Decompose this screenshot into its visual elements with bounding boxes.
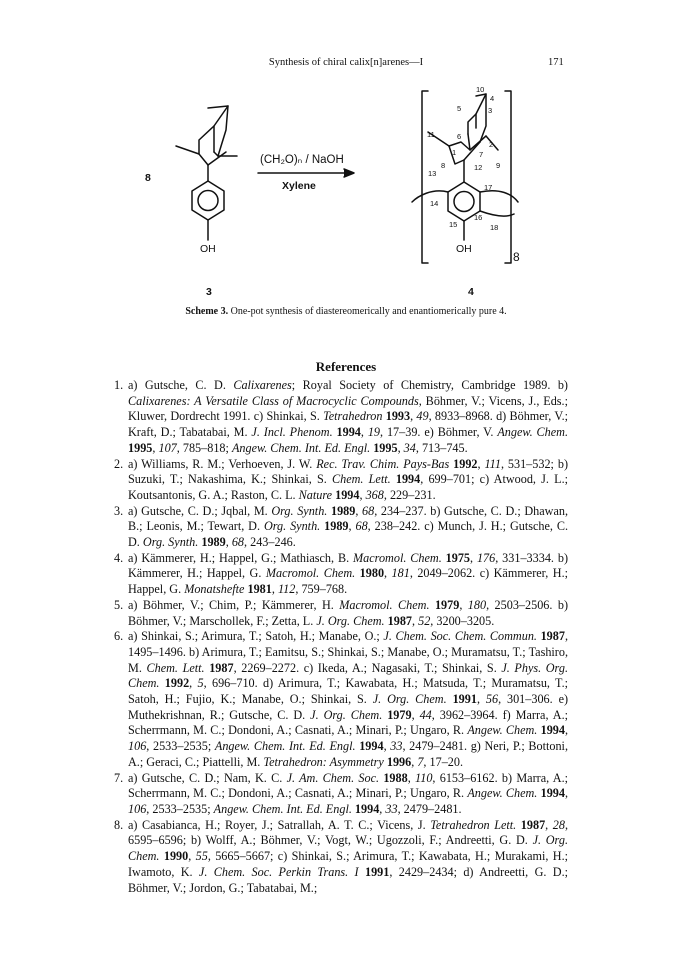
atom-label: 1	[452, 148, 457, 157]
reference-number: 4.	[114, 550, 124, 565]
atom-label: 5	[457, 104, 462, 113]
reference-number: 8.	[114, 817, 124, 832]
atom-label: 4	[490, 94, 495, 103]
reference-text: a) Casabianca, H.; Royer, J.; Satrallah, A. T. C.; Vicens, J. Tetrahedron Lett. 1987, 28, 6595–6596; b) Wolff, A.; Böhmer, V.; Vogt, W.; Ugozzoli, F.; Andreetti, G. D. J. Org. Chem. 1990, 55, 5665–5667; c) Shinkai, S.; Arimura, T.; Kawabata, H.; Murakami, H.; Iwamoto, K. J. Chem. Soc. Perkin Trans. I 1991, 2429–2434; d) Andreetti, G. D.; Böhmer, V.; Jordon, G.; Tabatabai, M.;	[128, 817, 569, 895]
atom-label: 6	[457, 132, 462, 141]
reaction-scheme	[0, 70, 692, 295]
reference-text: a) Shinkai, S.; Arimura, T.; Satoh, H.; Manabe, O.; J. Chem. Soc. Chem. Commun. 1987, 1495–1496. b) Arimura, T.; Eamitsu, S.; Shinkai, S.; Manabe, O.; Muramatsu, T.; Tashiro, M. Chem. Lett. 1987, 2269–2272. c) Ikeda, A.; Nagasaki, T.; Shinkai, S. J. Phys. Org. Chem. 1992, 5, 696–710. d) Arimura, T.; Kawabata, H.; Matsuda, T.; Muramatsu, T.; Satoh, H.; Fujio, K.; Manabe, O.; Shinkai, S. J. Org. Chem. 1991, 56, 301–306. e) Muthekrishnan, R.; Gutsche, C. D. J. Org. Chem. 1979, 44, 3962–3964. f) Marra, A.; Scherrmann, M. C.; Dondoni, A.; Casnati, A.; Minari, P.; Ungaro, R. Angew. Chem. 1994, 106, 2533–2535; Angew. Chem. Int. Ed. Engl. 1994, 33, 2479–2481. g) Neri, P.; Bottoni, A.; Geraci, C.; Piattelli, M. Tetrahedron: Asymmetry 1996, 7, 17–20.	[128, 629, 569, 769]
reference-text: a) Williams, R. M.; Verhoeven, J. W. Rec. Trav. Chim. Pays-Bas 1992, 111, 531–532; b) Suzuki, T.; Nakashima, K.; Shinkai, S. Chem. Lett. 1994, 699–701; c) Atwood, J. L.; Koutsantonis, G. A.; Raston, C. L. Nature 1994, 368, 229–231.	[128, 456, 569, 502]
atom-label: 13	[428, 169, 437, 178]
atom-label: 16	[474, 213, 483, 222]
hydroxyl-label-right: OH	[456, 243, 472, 255]
reference-number: 3.	[114, 503, 124, 518]
reagent-label: (CH₂O)ₙ / NaOH	[260, 154, 344, 166]
atom-label: 10	[476, 85, 485, 94]
reference-number: 6.	[114, 629, 124, 644]
reference-text: a) Böhmer, V.; Chim, P.; Kämmerer, H. Macromol. Chem. 1979, 180, 2503–2506. b) Böhmer, V.; Marschollek, F.; Zetta, L. J. Org. Chem. 1987, 52, 3200–3205.	[128, 597, 569, 628]
atom-numbering	[427, 85, 500, 232]
stoichiometry-label: 8	[145, 172, 151, 184]
reference-item	[116, 551, 568, 598]
reference-item	[116, 504, 568, 551]
atom-label: 9	[496, 161, 501, 170]
reference-number: 2.	[114, 456, 124, 471]
reference-number: 5.	[114, 597, 124, 612]
atom-label: 11	[427, 130, 435, 139]
atom-label: 2	[489, 140, 494, 149]
caption-label: Scheme 3.	[185, 306, 229, 317]
reference-number: 1.	[114, 378, 124, 392]
reference-item	[116, 629, 568, 770]
reference-text: a) Gutsche, C. D.; Nam, K. C. J. Am. Chem. Soc. 1988, 110, 6153–6162. b) Marra, A.; Scherrmann, M. C.; Dondoni, A.; Casnati, A.; Minari, P.; Ungaro, R. Angew. Chem. 1994, 106, 2533–2535; Angew. Chem. Int. Ed. Engl. 1994, 33, 2479–2481.	[128, 770, 569, 816]
reference-text: a) Gutsche, C. D.; Jqbal, M. Org. Synth. 1989, 68, 234–237. b) Gutsche, C. D.; Dhawan, B.; Leonis, M.; Tewart, D. Org. Synth. 1989, 68, 238–242. c) Munch, J. H.; Gutsche, C. D. Org. Synth. 1989, 68, 243–246.	[128, 503, 569, 550]
reference-list	[116, 378, 568, 896]
running-title: Synthesis of chiral calix[n]arenes—I	[268, 57, 424, 68]
atom-label: 12	[474, 163, 483, 172]
reference-item	[116, 818, 568, 897]
compound-number-3: 3	[206, 286, 212, 295]
references-heading: References	[315, 359, 377, 374]
scheme-caption	[0, 306, 692, 317]
reference-item	[116, 771, 568, 818]
reference-item	[116, 378, 568, 457]
atom-label: 3	[488, 106, 493, 115]
atom-label: 15	[449, 220, 458, 229]
starting-material-structure	[176, 106, 237, 240]
atom-label: 18	[490, 223, 499, 232]
reference-text: a) Gutsche, C. D. Calixarenes; Royal Society of Chemistry, Cambridge 1989. b) Calixarenes: A Versatile Class of Macrocyclic Compounds, Böhmer, V.; Vicens, J., Eds.; Kluwer, Dordrecht 1991. c) Shinkai, S. Tetrahedron 1993, 49, 8933–8968. d) Böhmer, V.; Kraft, D.; Tabatabai, M. J. Incl. Phenom. 1994, 19, 17–39. e) Böhmer, V. Angew. Chem. 1995, 107, 785–818; Angew. Chem. Int. Ed. Engl. 1995, 34, 713–745.	[128, 378, 569, 455]
compound-number-4: 4	[468, 286, 474, 295]
hydroxyl-label-left: OH	[200, 243, 216, 255]
page-number: 171	[548, 57, 564, 68]
reference-item	[116, 598, 568, 629]
reference-item	[116, 457, 568, 504]
reaction-arrow	[258, 169, 354, 177]
atom-label: 7	[479, 150, 484, 159]
solvent-label: Xylene	[282, 180, 316, 192]
atom-label: 8	[441, 161, 446, 170]
reference-number: 7.	[114, 770, 124, 785]
atom-label: 14	[430, 199, 439, 208]
caption-text: One-pot synthesis of diastereomerically and enantiomerically pure 4.	[230, 306, 507, 317]
repeat-subscript: 8	[513, 250, 520, 264]
atom-label: 17	[484, 183, 493, 192]
reference-text: a) Kämmerer, H.; Happel, G.; Mathiasch, B. Macromol. Chem. 1975, 176, 331–3334. b) Kämmerer, H.; Happel, G. Macromol. Chem. 1980, 181, 2049–2062. c) Kämmerer, H.; Happel, G. Monatshefte 1981, 112, 759–768.	[128, 550, 568, 597]
